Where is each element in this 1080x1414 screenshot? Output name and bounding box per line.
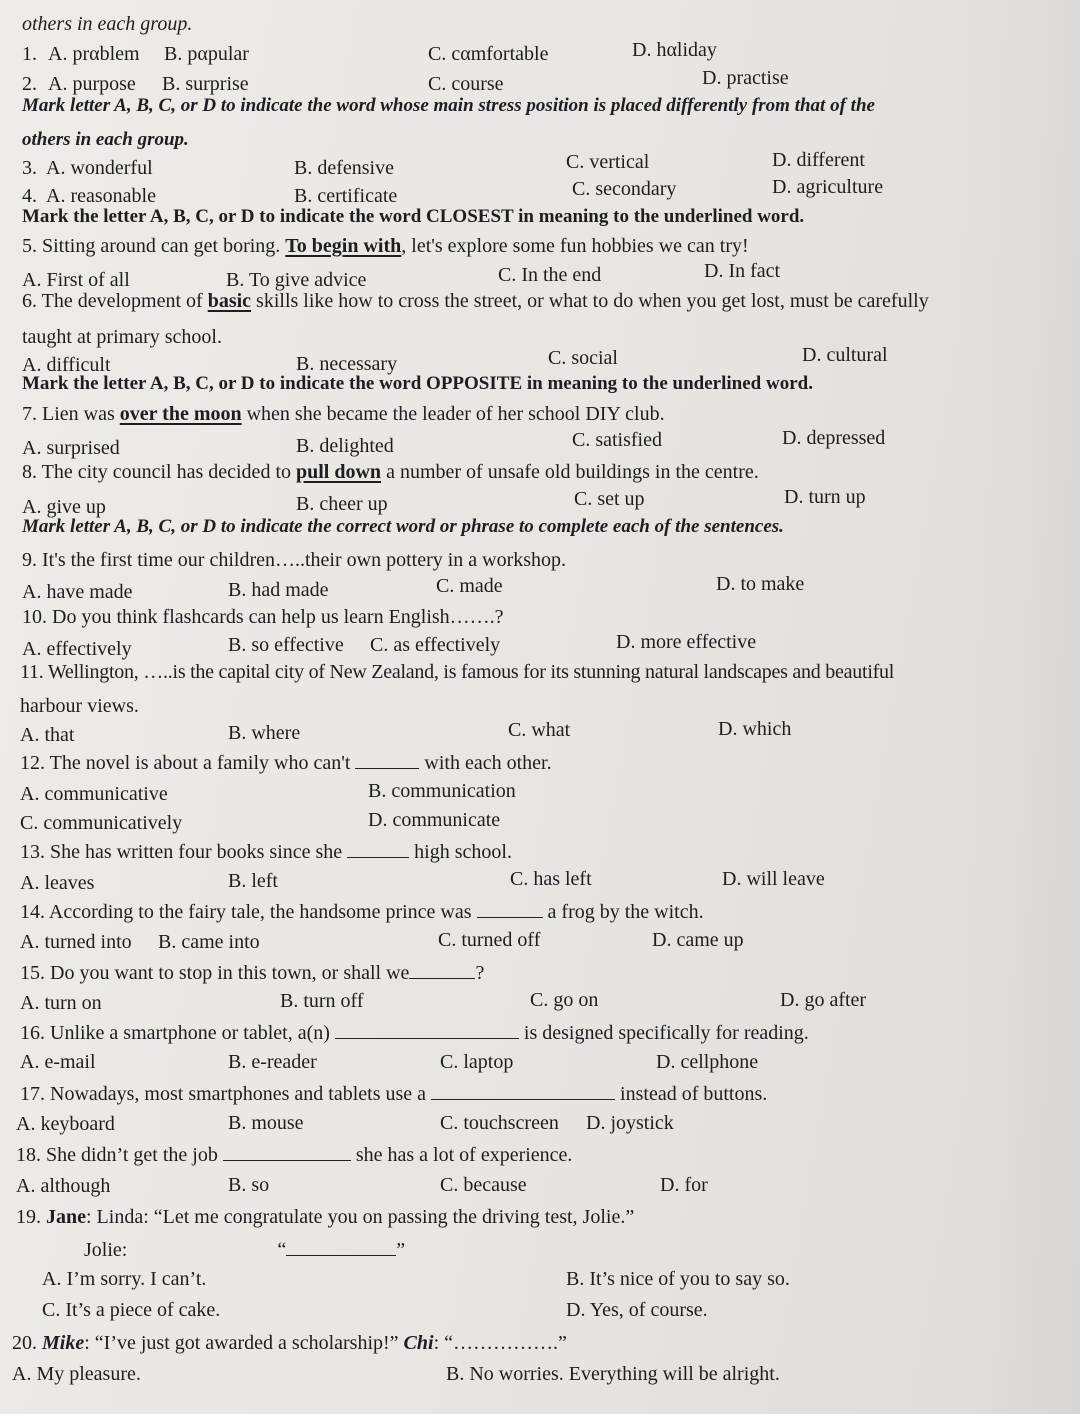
q15-blank[interactable]: [409, 960, 475, 979]
q3-option-a[interactable]: A. wonderful: [46, 157, 153, 179]
q19-stem: 19. Jane: Linda: “Let me congratulate you on passing the driving test, Jolie.”: [16, 1206, 635, 1228]
q1-option-d[interactable]: D. hαliday: [632, 39, 717, 61]
q3-option-b[interactable]: B. defensive: [294, 157, 394, 179]
q18-option-c[interactable]: C. because: [440, 1174, 527, 1196]
q8-option-d[interactable]: D. turn up: [784, 486, 866, 508]
q5-stem: 5. Sitting around can get boring. To begin with, let's explore some fun hobbies we can try!: [22, 235, 749, 257]
q19-option-b[interactable]: B. It’s nice of you to say so.: [566, 1268, 790, 1290]
q15-option-c[interactable]: C. go on: [530, 989, 599, 1011]
q15-option-b[interactable]: B. turn off: [280, 990, 364, 1012]
q12-blank[interactable]: [355, 750, 419, 769]
q4-option-d[interactable]: D. agriculture: [772, 176, 884, 198]
q4-number: 4.: [22, 185, 37, 207]
q7-option-b[interactable]: B. delighted: [296, 435, 394, 457]
q20-option-b[interactable]: B. No worries. Everything will be alright.: [446, 1363, 780, 1385]
q9-option-d[interactable]: D. to make: [716, 573, 805, 595]
q18-blank[interactable]: [223, 1142, 351, 1161]
q1-number: 1.: [22, 43, 37, 65]
q10-option-c[interactable]: C. as effectively: [370, 634, 501, 656]
instruction-complete: Mark letter A, B, C, or D to indicate the correct word or phrase to complete each of the sentences.: [22, 516, 784, 537]
instruction-stress-cont: others in each group.: [22, 129, 189, 150]
q8-option-a[interactable]: A. give up: [22, 496, 106, 518]
q2-option-d[interactable]: D. practise: [702, 67, 789, 89]
q18-option-a[interactable]: A. although: [16, 1175, 111, 1197]
q15-option-d[interactable]: D. go after: [780, 989, 867, 1011]
q20-speaker-chi: Chi: [403, 1332, 434, 1354]
instruction-closest: Mark the letter A, B, C, or D to indicate the word CLOSEST in meaning to the underlined word.: [22, 206, 805, 227]
q9-option-c[interactable]: C. made: [436, 575, 503, 597]
q12-option-d[interactable]: D. communicate: [368, 809, 501, 831]
q17-option-c[interactable]: C. touchscreen: [440, 1112, 559, 1134]
q8-underlined: pull down: [296, 461, 382, 483]
q10-option-d[interactable]: D. more effective: [616, 631, 757, 653]
q5-underlined: To begin with: [285, 235, 402, 257]
q17-stem: 17. Nowadays, most smartphones and tablets use a instead of buttons.: [20, 1083, 768, 1105]
q20-option-a[interactable]: A. My pleasure.: [12, 1363, 141, 1385]
q13-option-a[interactable]: A. leaves: [20, 872, 95, 894]
instruction-opposite: Mark the letter A, B, C, or D to indicate the word OPPOSITE in meaning to the underlined word.: [22, 373, 813, 394]
q10-option-a[interactable]: A. effectively: [22, 638, 132, 660]
q5-option-c[interactable]: C. In the end: [498, 264, 602, 286]
q18-option-d[interactable]: D. for: [660, 1174, 708, 1196]
q11-stem-cont: harbour views.: [20, 695, 139, 717]
q10-option-b[interactable]: B. so effective: [228, 634, 344, 656]
q7-option-c[interactable]: C. satisfied: [572, 429, 662, 451]
q6-stem-cont: taught at primary school.: [22, 326, 222, 348]
q11-option-c[interactable]: C. what: [508, 719, 571, 741]
q19-option-a[interactable]: A. I’m sorry. I can’t.: [42, 1268, 207, 1290]
q5-option-d[interactable]: D. In fact: [704, 260, 781, 282]
q16-blank[interactable]: [335, 1020, 519, 1039]
q14-option-c[interactable]: C. turned off: [438, 929, 541, 951]
q6-option-b[interactable]: B. necessary: [296, 353, 398, 375]
q12-option-b[interactable]: B. communication: [368, 780, 516, 802]
q7-stem: 7. Lien was over the moon when she became the leader of her school DIY club.: [22, 403, 665, 425]
q1-option-c[interactable]: C. cαmfortable: [428, 43, 549, 65]
q19-blank[interactable]: [286, 1237, 396, 1256]
q19-speaker-jolie: Jolie:: [84, 1239, 128, 1261]
q2-option-b[interactable]: B. surprise: [162, 73, 249, 95]
q6-option-a[interactable]: A. difficult: [22, 354, 111, 376]
q8-option-b[interactable]: B. cheer up: [296, 493, 388, 515]
q5-option-b[interactable]: B. To give advice: [226, 269, 367, 291]
q14-option-a[interactable]: A. turned into: [20, 931, 132, 953]
q1-option-a[interactable]: A. prαblem: [48, 43, 140, 65]
q6-option-d[interactable]: D. cultural: [802, 344, 888, 366]
q8-option-c[interactable]: C. set up: [574, 488, 645, 510]
q14-option-b[interactable]: B. came into: [158, 931, 260, 953]
q13-option-b[interactable]: B. left: [228, 870, 278, 892]
q19-option-d[interactable]: D. Yes, of course.: [566, 1299, 708, 1321]
q12-stem: 12. The novel is about a family who can't with each other.: [20, 752, 552, 774]
q16-option-b[interactable]: B. e-reader: [228, 1051, 317, 1073]
q13-blank[interactable]: [347, 839, 409, 858]
q20-speaker-mike: Mike: [42, 1332, 85, 1354]
q11-option-b[interactable]: B. where: [228, 722, 301, 744]
q6-stem: 6. The development of basic skills like how to cross the street, or what to do when you get lost, must be carefully: [22, 290, 929, 312]
q3-number: 3.: [22, 157, 37, 179]
q19-speaker-jane: Jane: [46, 1206, 86, 1228]
q12-option-a[interactable]: A. communicative: [20, 783, 168, 805]
q13-stem: 13. She has written four books since she high school.: [20, 841, 512, 863]
q10-stem: 10. Do you think flashcards can help us learn English…….?: [22, 606, 504, 628]
q16-stem: 16. Unlike a smartphone or tablet, a(n) is designed specifically for reading.: [20, 1022, 809, 1044]
q2-option-c[interactable]: C. course: [428, 73, 504, 95]
q17-option-b[interactable]: B. mouse: [228, 1112, 304, 1134]
q9-stem: 9. It's the first time our children…..their own pottery in a workshop.: [22, 549, 567, 571]
q3-option-d[interactable]: D. different: [772, 149, 865, 171]
q3-option-c[interactable]: C. vertical: [566, 151, 650, 173]
q11-stem: 11. Wellington, …..is the capital city of New Zealand, is famous for its stunning natural landscapes and beautiful: [20, 661, 895, 683]
q9-option-b[interactable]: B. had made: [228, 579, 329, 601]
q7-option-d[interactable]: D. depressed: [782, 427, 886, 449]
page-shadow: [960, 0, 1080, 1414]
q16-option-c[interactable]: C. laptop: [440, 1051, 514, 1073]
q14-option-d[interactable]: D. came up: [652, 929, 744, 951]
q18-option-b[interactable]: B. so: [228, 1174, 270, 1196]
q15-option-a[interactable]: A. turn on: [20, 992, 102, 1014]
q6-option-c[interactable]: C. social: [548, 347, 618, 369]
q6-underlined: basic: [207, 290, 252, 312]
top-fragment: others in each group.: [22, 13, 193, 35]
q5-option-a[interactable]: A. First of all: [22, 269, 130, 291]
q14-blank[interactable]: [477, 899, 543, 918]
q19-reply: Jolie: “ ”: [84, 1239, 406, 1261]
q16-option-d[interactable]: D. cellphone: [656, 1051, 759, 1073]
q4-option-c[interactable]: C. secondary: [572, 178, 677, 200]
q17-blank[interactable]: [431, 1081, 615, 1100]
q9-option-a[interactable]: A. have made: [22, 581, 133, 603]
q8-stem: 8. The city council has decided to pull down a number of unsafe old buildings in the centre.: [22, 461, 759, 483]
q17-option-a[interactable]: A. keyboard: [16, 1113, 115, 1135]
q11-option-d[interactable]: D. which: [718, 718, 792, 740]
q13-option-d[interactable]: D. will leave: [722, 868, 825, 890]
q11-option-a[interactable]: A. that: [20, 724, 75, 746]
q15-stem: 15. Do you want to stop in this town, or shall we ?: [20, 962, 485, 984]
q16-option-a[interactable]: A. e-mail: [20, 1051, 96, 1073]
q4-option-a[interactable]: A. reasonable: [46, 185, 156, 207]
q7-underlined: over the moon: [119, 403, 242, 425]
instruction-stress: Mark letter A, B, C, or D to indicate the word whose main stress position is placed differently from that of the: [22, 95, 875, 116]
q19-option-c[interactable]: C. It’s a piece of cake.: [42, 1299, 221, 1321]
q2-number: 2.: [22, 73, 37, 95]
q12-option-c[interactable]: C. communicatively: [20, 812, 183, 834]
q20-stem: 20. Mike: “I’ve just got awarded a scholarship!” Chi: “…………….”: [12, 1332, 567, 1354]
q2-option-a[interactable]: A. purpose: [48, 73, 136, 95]
q14-stem: 14. According to the fairy tale, the handsome prince was a frog by the witch.: [20, 901, 704, 923]
q4-option-b[interactable]: B. certificate: [294, 185, 398, 207]
q1-option-b[interactable]: B. pαpular: [164, 43, 249, 65]
q7-option-a[interactable]: A. surprised: [22, 437, 120, 459]
q13-option-c[interactable]: C. has left: [510, 868, 592, 890]
q17-option-d[interactable]: D. joystick: [586, 1112, 674, 1134]
q18-stem: 18. She didn’t get the job she has a lot of experience.: [16, 1144, 573, 1166]
